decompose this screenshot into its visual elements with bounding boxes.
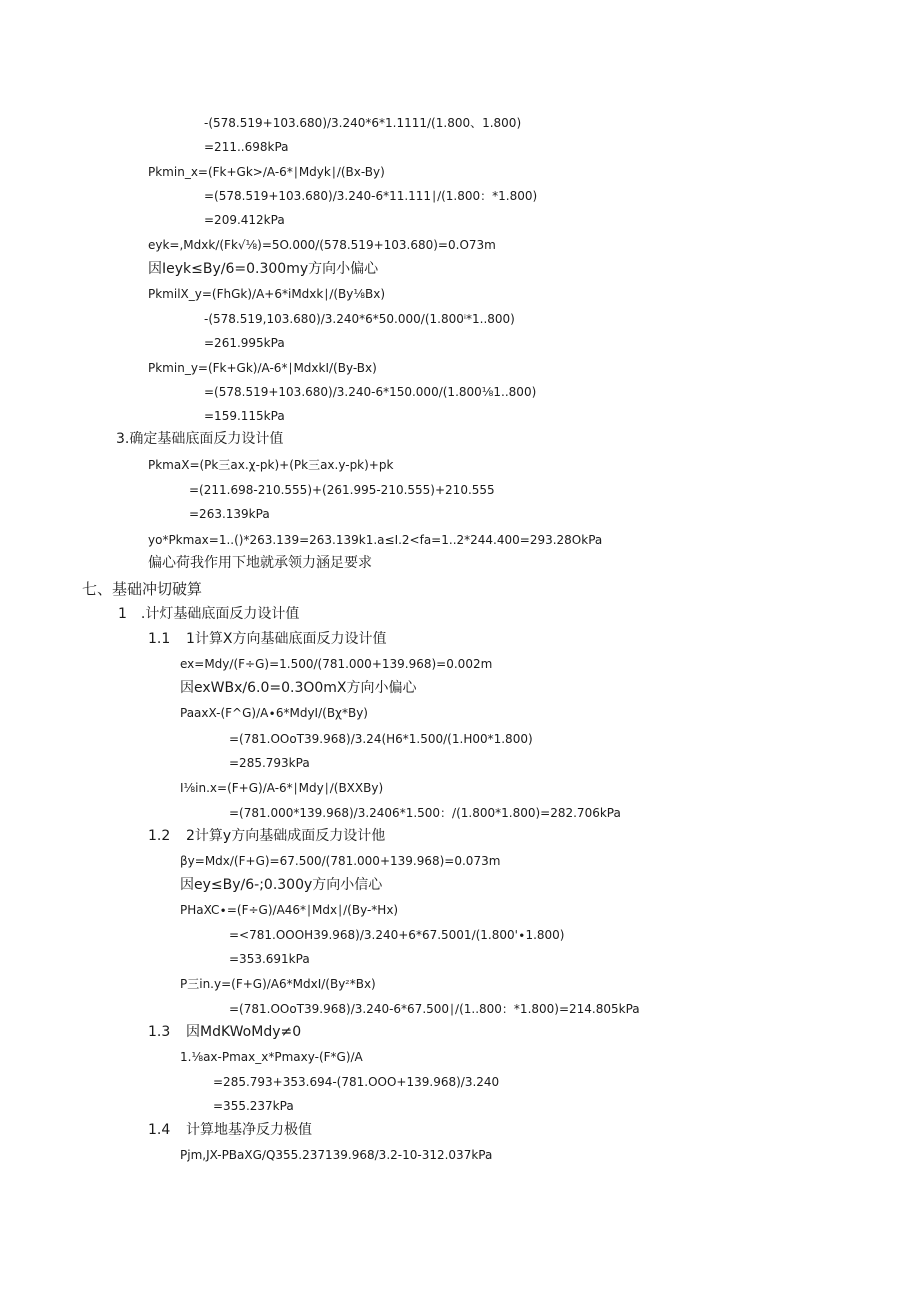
item-number: 1.1 bbox=[148, 631, 171, 647]
formula-line: Pkmin_x=(Fk+Gk>∕A-6*∣Mdyk∣∕(Bx-By) bbox=[148, 165, 385, 179]
item-title: 因MdKWoMdy≠0 bbox=[186, 1024, 302, 1040]
item-title: 1计算X方向基础底面反力设计值 bbox=[186, 631, 387, 647]
calc-line: =355.237kPa bbox=[213, 1099, 294, 1113]
note-line: 偏心荷我作用下地就承领力涵足要求 bbox=[148, 555, 372, 571]
calc-line: =209.412kPa bbox=[204, 213, 285, 227]
calc-line: =285.793+353.694-(781.OOO+139.968)/3.240 bbox=[213, 1075, 500, 1089]
calc-line: =<781.OOOH39.968)/3.240+6*67.5001∕(1.800'∙1.800) bbox=[229, 928, 565, 942]
calc-line: =263.139kPa bbox=[189, 507, 270, 521]
check-line: yo*Pkmax=1..()*263.139=263.139k1.a≤I.2<fa=1..2*244.400=293.28OkPa bbox=[148, 533, 603, 547]
formula-line: I⅛in.x=(F+G)∕A-6*∣Mdy∣∕(BXXBy) bbox=[180, 781, 384, 795]
calc-line: =(781.OOoT39.968)/3.24(H6*1.500/(1.H00*1.800) bbox=[229, 732, 533, 746]
calc-line: =(781.000*139.968)/3.2406*1.500：/(1.800*1.800)=282.706kPa bbox=[229, 806, 621, 820]
calc-line: =159.115kPa bbox=[204, 409, 285, 423]
note-line: 因exWBx∕6.0=0.3O0mX方向小偏心 bbox=[180, 680, 417, 696]
formula-line: Pjm,JX-PBaXG∕Q355.237139.968/3.2-10-312.037kPa bbox=[180, 1148, 493, 1162]
formula-line: PkmaX=(Pk三ax.χ-pk)+(Pk三ax.y-pk)+pk bbox=[148, 458, 394, 472]
calc-line: =(781.OOoT39.968)/3.240-6*67.500∣∕(1..800：*1.800)=214.805kPa bbox=[229, 1002, 640, 1016]
item-title: 2计算y方向基础成面反力设计他 bbox=[186, 828, 386, 844]
formula-line: P三in.y=(F+G)∕A6*MdxI/(Byᶻ*Bx) bbox=[180, 977, 376, 991]
calc-line: =(578.519+103.680)/3.240-6*11.111∣∕(1.800：*1.800) bbox=[204, 189, 538, 203]
calc-line: =(211.698-210.555)+(261.995-210.555)+210.555 bbox=[189, 483, 495, 497]
note-line: 因ey≤By∕6-;0.300y方向小信心 bbox=[180, 877, 383, 893]
item-number: 1.2 bbox=[148, 828, 171, 844]
subsection-heading: 3.确定基础底面反力设计值 bbox=[116, 431, 284, 447]
formula-line: eyk=,Mdxk∕(Fk√⅛)=5O.000/(578.519+103.680)=0.O73m bbox=[148, 238, 496, 252]
calc-line: -(578.519+103.680)/3.240*6*1.1111∕(1.800、1.800) bbox=[204, 116, 522, 130]
formula-line: ex=Mdy∕(F÷G)=1.500/(781.000+139.968)=0.002m bbox=[180, 657, 493, 671]
subsection-heading bbox=[148, 1123, 312, 1137]
note-line: 因Ieyk≤By∕6=0.300my方向小偏心 bbox=[148, 261, 379, 277]
calc-line: =(578.519+103.680)/3.240-6*150.000/(1.800⅛1..800) bbox=[204, 385, 537, 399]
calc-line: =261.995kPa bbox=[204, 336, 285, 350]
formula-line: Pkmin_y=(Fk+Gk)∕A-6*∣MdxkI/(By-Bx) bbox=[148, 361, 377, 375]
item-number: 1.3 bbox=[148, 1024, 171, 1040]
formula-line: 1.⅛ax-Pmax_x*Pmaxy-(F*G)∕A bbox=[180, 1050, 363, 1064]
formula-line: PkmilX_y=(FhGk)∕A+6*iMdxk∣∕(By⅛Bx) bbox=[148, 287, 386, 301]
formula-line: βy=Mdx∕(F+G)=67.500/(781.000+139.968)=0.073m bbox=[180, 854, 501, 868]
subsection-heading bbox=[148, 1025, 301, 1039]
calc-line: =285.793kPa bbox=[229, 756, 310, 770]
calc-line: =353.691kPa bbox=[229, 952, 310, 966]
item-number: 1.4 bbox=[148, 1122, 171, 1138]
subsection-heading: 1 .计灯基础底面反力设计值 bbox=[118, 606, 300, 622]
section-heading: 七、基础冲切破算 bbox=[82, 580, 203, 598]
formula-line: PHaXC∙=(F÷G)∕A46*∣Mdx∣∕(By-*Hx) bbox=[180, 903, 399, 917]
calc-line: -(578.519,103.680)/3.240*6*50.000/(1.800ⁱ*1..800) bbox=[204, 312, 515, 326]
item-title: 计算地基净反力极值 bbox=[186, 1122, 312, 1138]
calc-line: =211..698kPa bbox=[204, 140, 289, 154]
formula-line: PaaxX-(F^G)∕A∙6*MdyI/(Bχ*By) bbox=[180, 706, 368, 720]
subsection-heading bbox=[148, 632, 387, 646]
subsection-heading bbox=[148, 829, 385, 843]
